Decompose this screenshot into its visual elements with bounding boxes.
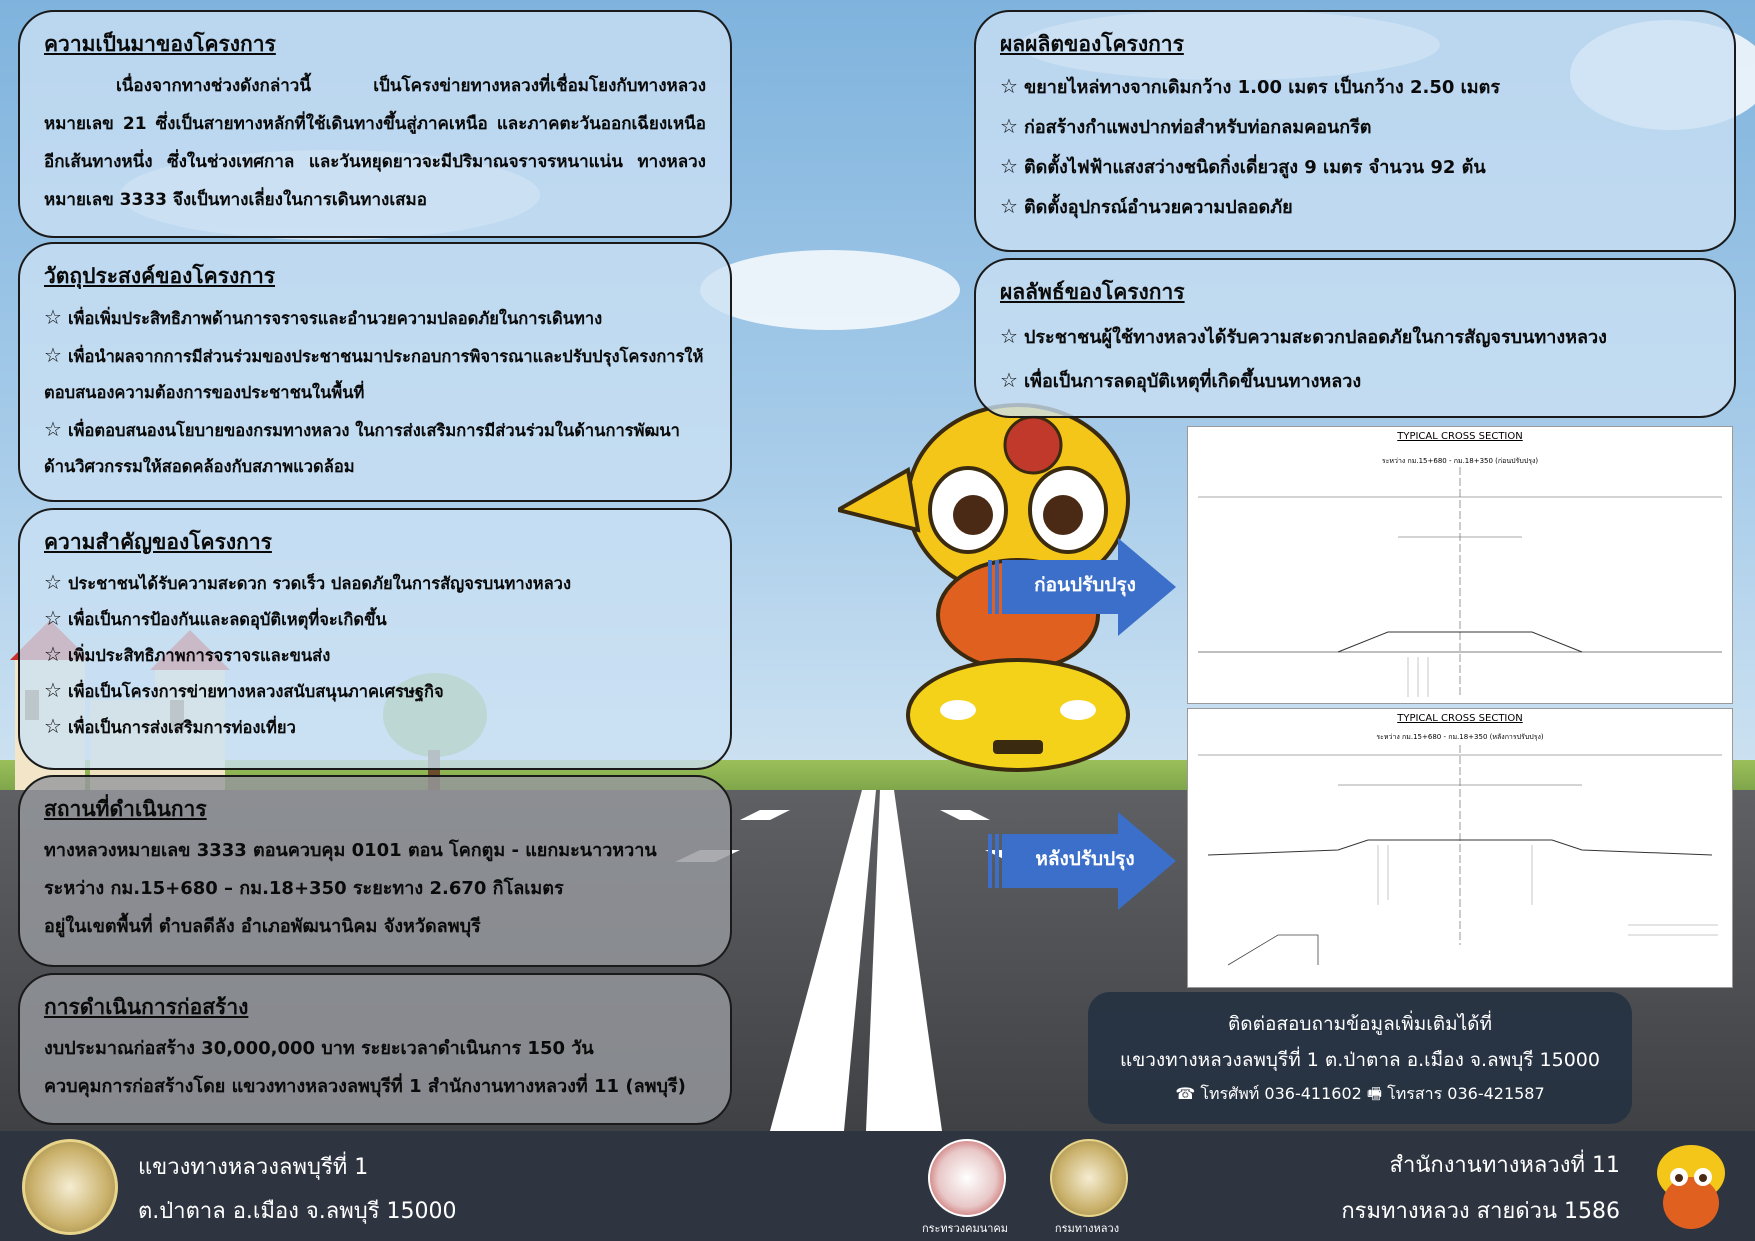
after-arrow xyxy=(988,812,1178,910)
contact-heading: ติดต่อสอบถามข้อมูลเพิ่มเติมได้ที่ xyxy=(1227,1013,1493,1035)
ministry-caption: กระทรวงคมนาคม xyxy=(921,1222,1009,1235)
star-icon: ☆ xyxy=(1000,154,1018,178)
location-line: ทางหลวงหมายเลข 3333 ตอนควบคุม 0101 ตอน โคกตูม - แยกมะนาวหวาน xyxy=(44,840,657,861)
contact-address: แขวงทางหลวงลพบุรีที่ 1 ต.ป่าตาล อ.เมือง จ.ลพบุรี 15000 xyxy=(1120,1049,1600,1071)
star-icon: ☆ xyxy=(44,343,62,367)
star-icon: ☆ xyxy=(1000,194,1018,218)
department-caption: กรมทางหลวง xyxy=(1054,1222,1120,1235)
construction-panel xyxy=(18,973,732,1125)
cross-section-title: TYPICAL CROSS SECTION xyxy=(1397,713,1523,724)
outputs-title: ผลผลิตของโครงการ xyxy=(1000,32,1184,56)
contact-box xyxy=(1088,992,1632,1124)
output-item: ☆ ติดตั้งอุปกรณ์อำนวยความปลอดภัย xyxy=(1000,194,1293,218)
outcomes-title: ผลลัพธ์ของโครงการ xyxy=(1000,280,1185,304)
mascot-small-icon xyxy=(1645,1139,1737,1233)
cross-section-after xyxy=(1187,708,1733,988)
cross-section-subtitle: ระหว่าง กม.15+680 - กม.18+350 (ก่อนปรับปรุง) xyxy=(1381,457,1539,465)
after-label: หลังปรับปรุง xyxy=(1035,848,1135,870)
cross-section-before-drawing xyxy=(1188,467,1732,697)
importance-panel xyxy=(18,508,732,770)
location-panel xyxy=(18,775,732,967)
outputs-panel xyxy=(974,10,1736,252)
construction-line: ควบคุมการก่อสร้างโดย แขวงทางหลวงลพบุรีที่ 1 สำนักงานทางหลวงที่ 11 (ลพบุรี) xyxy=(44,1076,686,1097)
construction-line: งบประมาณก่อสร้าง 30,000,000 บาท ระยะเวลาดำเนินการ 150 วัน xyxy=(44,1038,594,1059)
star-icon: ☆ xyxy=(44,642,62,666)
footer-left-line1: แขวงทางหลวงลพบุรีที่ 1 xyxy=(138,1155,369,1180)
cross-section-subtitle: ระหว่าง กม.15+680 - กม.18+350 (หลังการปรับปรุง) xyxy=(1376,733,1544,741)
importance-item: ☆ เพื่อเป็นการป้องกันและลดอุบัติเหตุที่จะเกิดขึ้น xyxy=(44,606,387,630)
fax-icon: 🖷 xyxy=(1366,1084,1383,1103)
location-line: อยู่ในเขตพื้นที่ ตำบลดีลัง อำเภอพัฒนานิคม จังหวัดลพบุรี xyxy=(44,916,481,937)
footer-bar xyxy=(0,1131,1755,1241)
before-label: ก่อนปรับปรุง xyxy=(1034,574,1136,596)
importance-item: ☆ เพิ่มประสิทธิภาพการจราจรและขนส่ง xyxy=(44,642,331,666)
construction-title: การดำเนินการก่อสร้าง xyxy=(44,995,249,1019)
output-item: ☆ ก่อสร้างกำแพงปากท่อสำหรับท่อกลมคอนกรีต xyxy=(1000,114,1372,138)
star-icon: ☆ xyxy=(1000,114,1018,138)
footer-right-line2: กรมทางหลวง สายด่วน 1586 xyxy=(1341,1199,1620,1224)
importance-item: ☆ เพื่อเป็นการส่งเสริมการท่องเที่ยว xyxy=(44,714,296,738)
star-icon: ☆ xyxy=(44,678,62,702)
importance-item: ☆ เพื่อเป็นโครงการข่ายทางหลวงสนับสนุนภาคเศรษฐกิจ xyxy=(44,678,444,702)
cross-section-before xyxy=(1187,426,1733,704)
cross-section-after-drawing xyxy=(1188,745,1732,985)
background-panel xyxy=(18,10,732,238)
background-title: ความเป็นมาของโครงการ xyxy=(44,32,276,56)
ministry-seal-logo xyxy=(928,1139,1006,1217)
outcomes-panel xyxy=(974,258,1736,418)
star-icon: ☆ xyxy=(1000,74,1018,98)
location-line: ระหว่าง กม.15+680 – กม.18+350 ระยะทาง 2.670 กิโลเมตร xyxy=(44,878,564,899)
phone-icon: ☎ xyxy=(1175,1084,1196,1103)
district-seal-logo xyxy=(22,1139,118,1235)
objective-item: ☆ เพื่อเพิ่มประสิทธิภาพด้านการจราจรและอำนวยความปลอดภัยในการเดินทาง xyxy=(44,305,603,329)
star-icon: ☆ xyxy=(1000,368,1018,392)
star-icon: ☆ xyxy=(44,606,62,630)
footer-right-line1: สำนักงานทางหลวงที่ 11 xyxy=(1389,1153,1620,1178)
location-title: สถานที่ดำเนินการ xyxy=(44,797,207,821)
cloud xyxy=(700,250,960,330)
contact-numbers xyxy=(1088,1078,1632,1110)
output-item: ☆ ติดตั้งไฟฟ้าแสงสว่างชนิดกิ่งเดี่ยวสูง 9 เมตร จำนวน 92 ต้น xyxy=(1000,154,1486,178)
objectives-title: วัตถุประสงค์ของโครงการ xyxy=(44,264,276,288)
output-item: ☆ ขยายไหล่ทางจากเดิมกว้าง 1.00 เมตร เป็นกว้าง 2.50 เมตร xyxy=(1000,74,1501,98)
phone-number: โทรศัพท์ 036-411602 xyxy=(1200,1084,1362,1103)
footer-left-line2: ต.ป่าตาล อ.เมือง จ.ลพบุรี 15000 xyxy=(138,1199,457,1224)
star-icon: ☆ xyxy=(44,305,62,329)
star-icon: ☆ xyxy=(44,714,62,738)
star-icon: ☆ xyxy=(44,570,62,594)
department-seal-logo xyxy=(1050,1139,1128,1217)
outcome-item: ☆ ประชาชนผู้ใช้ทางหลวงได้รับความสะดวกปลอดภัยในการสัญจรบนทางหลวง xyxy=(1000,324,1607,348)
importance-item: ☆ ประชาชนได้รับความสะดวก รวดเร็ว ปลอดภัยในการสัญจรบนทางหลวง xyxy=(44,570,572,594)
star-icon: ☆ xyxy=(44,417,62,441)
before-arrow xyxy=(988,538,1178,636)
star-icon: ☆ xyxy=(1000,324,1018,348)
fax-number: โทรสาร 036-421587 xyxy=(1387,1084,1545,1103)
cross-section-title: TYPICAL CROSS SECTION xyxy=(1397,431,1523,442)
objective-item: ☆ เพื่อตอบสนองนโยบายของกรมทางหลวง ในการส่งเสริมการมีส่วนร่วมในด้านการพัฒนาด้านวิศวกรรมให้สอดคล้องกับสภาพแวดล้อม xyxy=(44,417,680,476)
background-body: เนื่องจากทางช่วงดังกล่าวนี้ เป็นโครงข่ายทางหลวงที่เชื่อมโยงกับทางหลวงหมายเลข 21 ซึ่งเป็นสายทางหลักที่ใช้เดินทางขึ้นสู่ภาคเหนือ และภาคตะวันออกเฉียงเหนืออีกเส้นทางหนึ่ง ซึ่งในช่วงเทศกาล และวันหยุดยาวจะมีปริมาณจราจรหนาแน่น ทางหลวงหมายเลข 3333 จึงเป็นทางเลี่ยงในการเดินทางเสมอ xyxy=(44,76,706,210)
outcome-item: ☆ เพื่อเป็นการลดอุบัติเหตุที่เกิดขึ้นบนทางหลวง xyxy=(1000,368,1362,392)
objectives-panel xyxy=(18,242,732,502)
importance-title: ความสำคัญของโครงการ xyxy=(44,530,272,554)
objective-item: ☆ เพื่อนำผลจากการมีส่วนร่วมของประชาชนมาประกอบการพิจารณาและปรับปรุงโครงการให้ตอบสนองความต้องการของประชาชนในพื้นที่ xyxy=(44,343,704,402)
